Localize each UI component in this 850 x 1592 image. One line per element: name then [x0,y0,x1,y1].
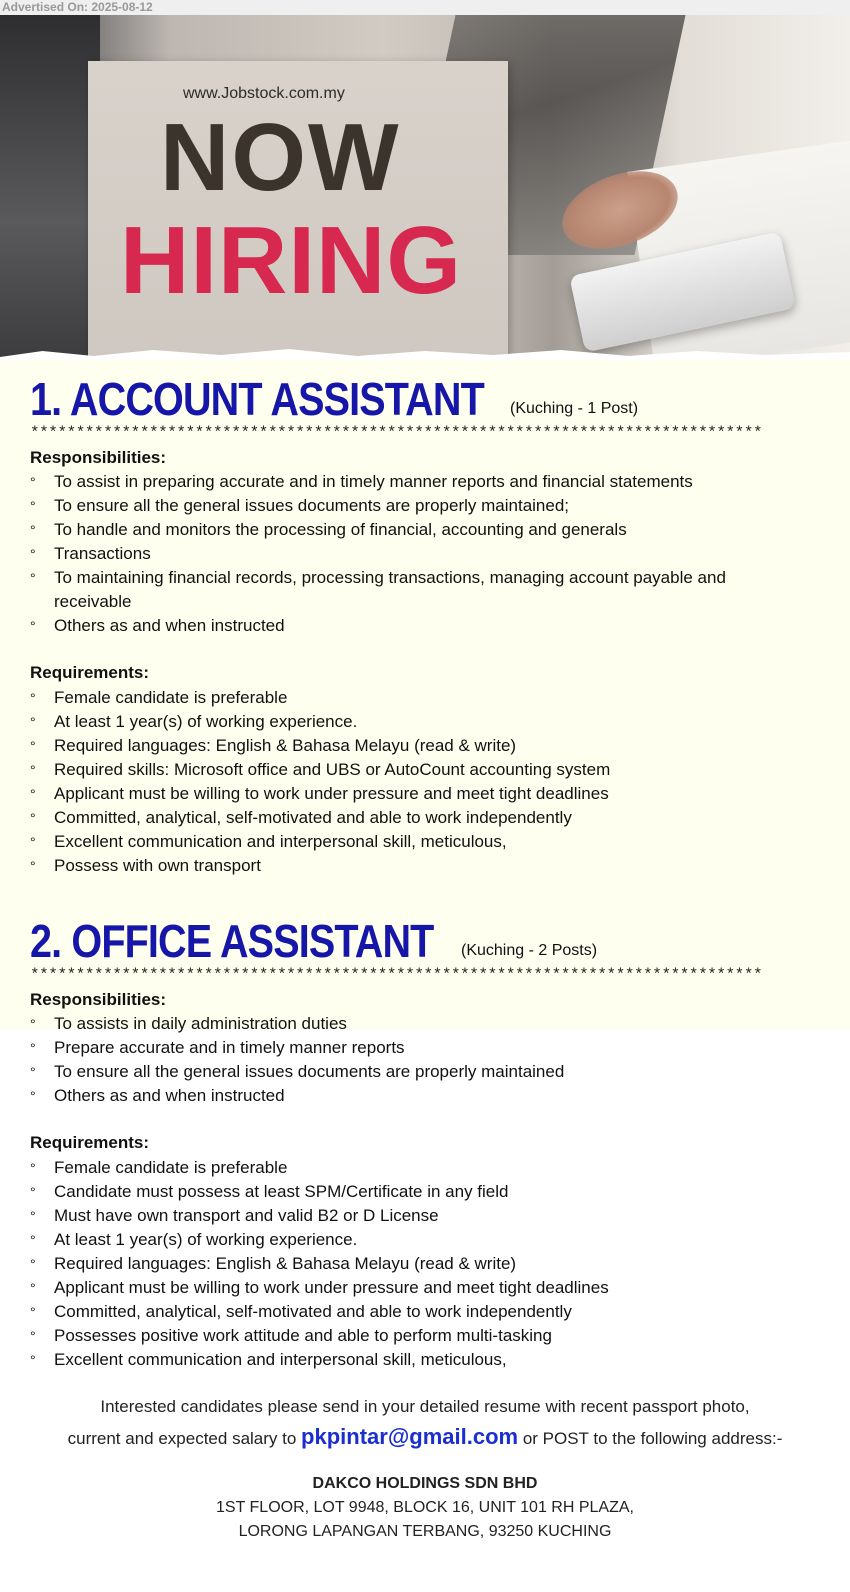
list-item-text: Applicant must be willing to work under pressure and meet tight deadlines [54,784,609,803]
list-item-text: Required languages: English & Bahasa Melayu (read & write) [54,736,517,755]
instructions-line-1: Interested candidates please send in your detailed resume with recent passport photo, [100,1397,750,1416]
bullet: ° [30,1352,36,1368]
job1-requirements-list [30,686,810,878]
bullet: ° [30,546,36,562]
list-item-text: Applicant must be willing to work under pressure and meet tight deadlines [54,1278,609,1297]
list-item [30,542,810,566]
list-item [30,758,810,782]
list-item [30,1276,810,1300]
list-item [30,1156,810,1180]
bullet: ° [30,1160,36,1176]
list-item [30,614,810,638]
bullet: ° [30,762,36,778]
list-item-text: Required languages: English & Bahasa Melayu (read & write) [54,1254,517,1273]
instructions-text: or POST to the following address:- [518,1429,783,1448]
job-location: (Kuching - 1 Post) [510,400,639,417]
list-item-text: Transactions [54,544,151,563]
list-item [30,1012,810,1036]
instructions-line-2 [0,1422,850,1452]
bullet: ° [30,810,36,826]
requirements-label: Requirements: [30,663,150,682]
list-item [30,566,770,614]
list-item-text: Committed, analytical, self-motivated and able to work independently [54,808,572,827]
list-item [30,854,810,878]
responsibilities-label: Responsibilities: [30,448,167,467]
list-item [30,1204,810,1228]
bullet: ° [30,714,36,730]
bullet: ° [30,738,36,754]
job1-responsibilities-list [30,470,810,638]
bullet: ° [30,690,36,706]
bullet: ° [30,786,36,802]
job-title: 2. OFFICE ASSISTANT [30,915,434,967]
list-item [30,710,810,734]
hero-banner [0,15,850,360]
bullet: ° [30,1016,36,1032]
hero-background-dark [0,15,100,360]
list-item-text: Female candidate is preferable [54,1158,288,1177]
list-item-text: At least 1 year(s) of working experience. [54,712,358,731]
bullet: ° [30,618,36,634]
instructions-text: current and expected salary to [67,1429,302,1448]
list-item-text: To assist in preparing accurate and in timely manner reports and financial statements [54,472,693,491]
bullet: ° [30,1208,36,1224]
list-item [30,1300,810,1324]
list-item [30,830,810,854]
bullet: ° [30,1304,36,1320]
company-address-line-1: 1ST FLOOR, LOT 9948, BLOCK 16, UNIT 101 RH PLAZA, [216,1499,634,1516]
bullet: ° [30,474,36,490]
bullet: ° [30,1088,36,1104]
list-item [30,1084,810,1108]
bullet: ° [30,1280,36,1296]
company-address-line-2: LORONG LAPANGAN TERBANG, 93250 KUCHING [238,1523,612,1540]
list-item [30,1324,810,1348]
bullet: ° [30,1328,36,1344]
bullet: ° [30,1232,36,1248]
list-item [30,470,810,494]
list-item [30,1252,810,1276]
list-item-text: Possess with own transport [54,856,261,875]
bullet: ° [30,498,36,514]
list-item-text: Required skills: Microsoft office and UBS or AutoCount accounting system [54,760,611,779]
list-item [30,1060,810,1084]
list-item-text: To ensure all the general issues documents are properly maintained [54,1062,565,1081]
list-item-text: To handle and monitors the processing of financial, accounting and generals [54,520,627,539]
list-item [30,518,810,542]
star-divider: ******************************************************************************** [30,966,763,984]
list-item-text: Must have own transport and valid B2 or D License [54,1206,439,1225]
list-item-text: Excellent communication and interpersonal skill, meticulous, [54,832,507,851]
job-location: (Kuching - 2 Posts) [461,942,598,959]
list-item-text: Candidate must possess at least SPM/Certificate in any field [54,1182,509,1201]
list-item-text: Prepare accurate and in timely manner reports [54,1038,405,1057]
site-url: www.Jobstock.com.my [183,85,345,102]
requirements-label: Requirements: [30,1133,150,1152]
list-item [30,494,810,518]
now-text: NOW [160,104,401,211]
list-item-text: Committed, analytical, self-motivated and able to work independently [54,1302,572,1321]
list-item [30,1180,810,1204]
job2-requirements-list [30,1156,810,1372]
bullet: ° [30,522,36,538]
list-item [30,1228,810,1252]
list-item-text: To assists in daily administration duties [54,1014,347,1033]
bullet: ° [30,570,36,586]
email-link[interactable]: pkpintar@gmail.com [301,1424,519,1449]
star-divider: ******************************************************************************** [30,424,763,442]
company-address-block [0,1472,850,1544]
application-instructions [0,1392,850,1452]
bullet: ° [30,834,36,850]
list-item [30,1348,810,1372]
list-item [30,782,810,806]
bullet: ° [30,858,36,874]
advertised-date: Advertised On: 2025-08-12 [0,0,850,15]
company-name: DAKCO HOLDINGS SDN BHD [312,1475,538,1492]
list-item-text: Others as and when instructed [54,1086,285,1105]
list-item-text: Female candidate is preferable [54,688,288,707]
responsibilities-label: Responsibilities: [30,990,167,1009]
list-item-text: Possesses positive work attitude and able to perform multi-tasking [54,1326,552,1345]
list-item-text: Excellent communication and interpersonal skill, meticulous, [54,1350,507,1369]
job-title: 1. ACCOUNT ASSISTANT [30,373,484,425]
list-item-text: Others as and when instructed [54,616,285,635]
list-item [30,686,810,710]
bullet: ° [30,1040,36,1056]
bullet: ° [30,1184,36,1200]
list-item-text: To ensure all the general issues documents are properly maintained; [54,496,570,515]
bullet: ° [30,1256,36,1272]
hiring-text: HIRING [120,207,462,314]
job2-responsibilities-list [30,1012,810,1108]
list-item [30,734,810,758]
bullet: ° [30,1064,36,1080]
list-item-text: To maintaining financial records, processing transactions, managing account payable and receivable [54,568,726,611]
list-item-text: At least 1 year(s) of working experience. [54,1230,358,1249]
list-item [30,806,810,830]
list-item [30,1036,810,1060]
